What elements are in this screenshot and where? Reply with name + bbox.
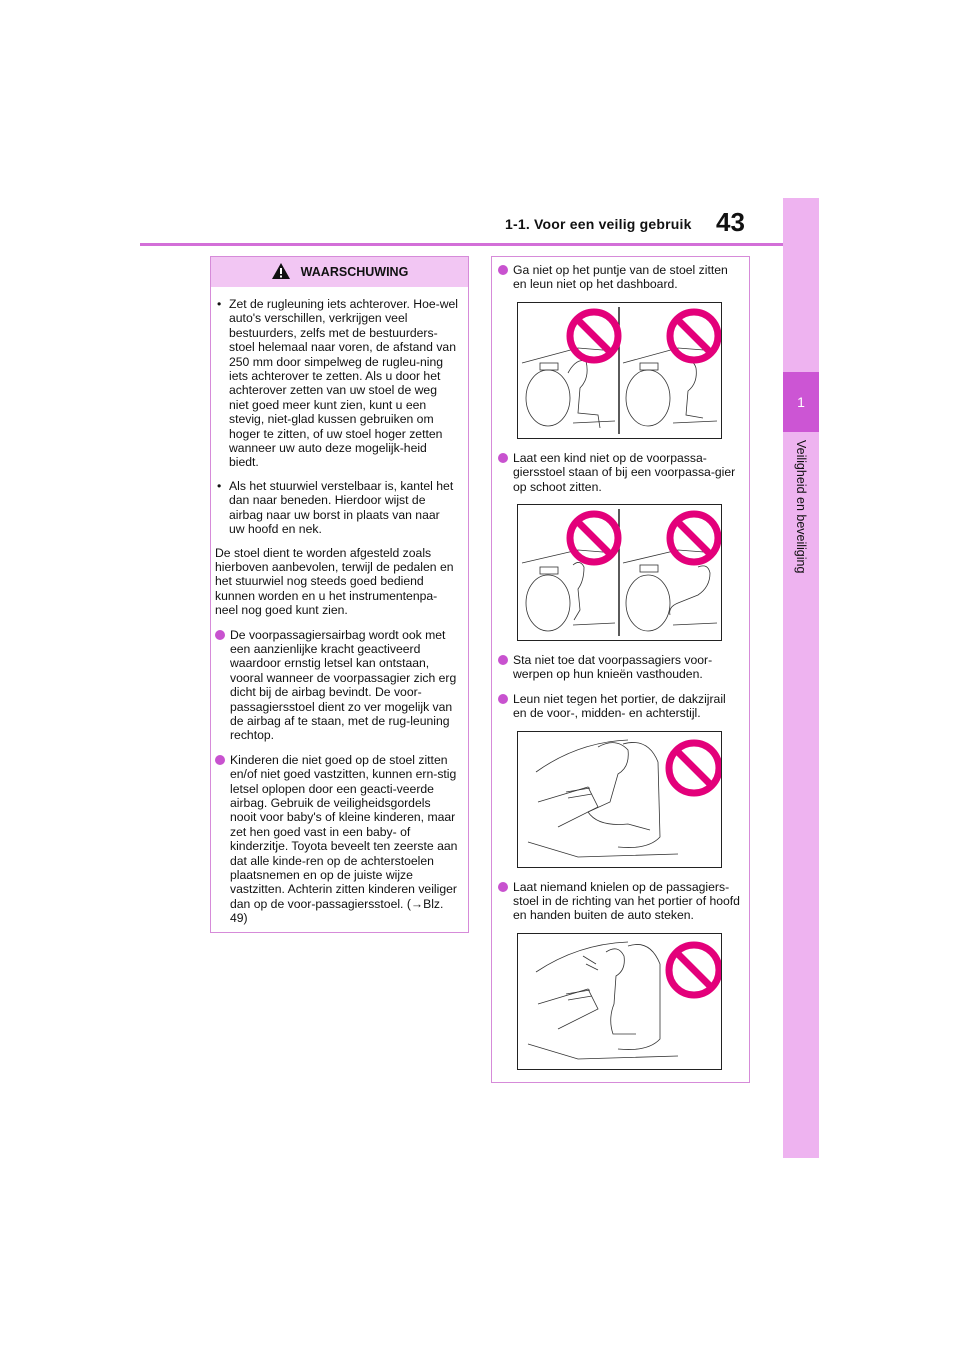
prohibition-icon (669, 945, 719, 995)
illustration-leaning-dashboard (517, 302, 722, 439)
bullet-text: Laat niemand knielen op de passagiers-stoel in de richting van het portier of hoofd en handen buiten de auto steken. (513, 879, 740, 923)
right-bullet (498, 692, 741, 721)
right-body (492, 257, 749, 1070)
dash-item-text: Als het stuurwiel verstelbaar is, kantel het dan naar beneden. Hierdoor wijst de airbag naar uw borst in plaats van naar uw hoofd en nek. (229, 478, 454, 537)
warning-body (211, 287, 468, 926)
warning-box (210, 256, 469, 933)
illustration-leaning-door (517, 731, 722, 868)
bullet-dot-icon (215, 630, 225, 640)
bullet-text: Ga niet op het puntje van de stoel zitten en leun niet op het dashboard. (513, 263, 728, 292)
bullet-dot-icon (498, 453, 508, 463)
illustration-kneeling (517, 933, 722, 1070)
section-title: 1-1. Voor een veilig gebruik (505, 216, 692, 232)
header-rule (140, 243, 783, 246)
bullet-dot-icon (498, 655, 508, 665)
dash-item-text: Zet de rugleuning iets achterover. Hoe-wel auto's verschillen, verkrijgen veel bestuurders, zelfs met de bestuurders-stoel helemaal naar voren, de afstand van 250 mm door simpelweg de rugleu-ning iets achterover te zetten. Als u door het achterover zetten van uw stoel de weg niet goed meer kunt zien, kunt u een stevig, niet-glad kussen gebruiken om hoger te zitten, of uw stoel hoger zetten wanneer uw auto deze mogelijk-heid biedt. (229, 297, 458, 470)
bullet-dot-icon (498, 265, 508, 275)
bullet-dot-icon (498, 694, 508, 704)
warning-bullet (215, 628, 458, 743)
bullet-text: Laat een kind niet op de voorpassa-giersstoel staan of bij een voorpassa-gier op schoot zitten. (513, 450, 736, 494)
warning-header (211, 257, 468, 287)
right-bullet (498, 880, 741, 923)
warning-title: WAARSCHUWING (300, 265, 409, 279)
chapter-tab[interactable] (783, 372, 819, 432)
warning-bullet (215, 753, 458, 926)
dash-item: • Zet de rugleuning iets achterover. Hoe-wel auto's verschillen, verkrijgen veel bestuurders, zelfs met de bestuurders-stoel helemaal naar voren, de afstand van 250 mm door simpelweg de rugleu-ning iets achterover te zetten. Als u door het achterover zetten van uw stoel de weg niet goed meer kunt zien, kunt u een stevig, niet-glad kussen gebruiken om hoger te zitten, of uw stoel hoger zetten wanneer uw auto deze mogelijk-heid biedt. (217, 297, 458, 470)
chapter-number: 1 (797, 394, 805, 410)
warning-triangle-icon (271, 262, 291, 283)
right-bullet (498, 653, 741, 682)
chapter-label: Veiligheid en beveiliging (794, 440, 808, 574)
right-warning-box (491, 256, 750, 1083)
warning-paragraph: De stoel dient te worden afgesteld zoals hierboven aanbevolen, terwijl de pedalen en het stuurwiel nog steeds goed bediend kunnen worden en u het instrumentenpa-neel nog goed kunt zien. (215, 545, 454, 618)
bullet-text: Kinderen die niet goed op de stoel zitten en/of niet goed vastzitten, kunnen ern-stig letsel oplopen door een geacti-veerde airbag. Gebruik de veiligheidsgordels nooit voor baby's of kleine kinderen, maar zet hen goed vast in een baby- of kinderzitje. Toyota beveelt ten zeerste aan dat alle kinde-ren op de achterstoelen plaatsnemen en op de juiste wijze vastzitten. Achterin zitten kinderen veiliger dan op de voor-passagiersstoel. (→Blz. 49) (230, 752, 458, 926)
prohibition-icon (670, 312, 718, 360)
side-band (783, 198, 819, 1158)
right-bullet (498, 451, 741, 494)
bullet-dot-icon (498, 882, 508, 892)
page-number: 43 (716, 207, 745, 237)
bullet-dot-icon (215, 755, 225, 765)
prohibition-icon (670, 514, 718, 562)
prohibition-icon (570, 514, 618, 562)
prohibition-icon (669, 743, 719, 793)
bullet-text: De voorpassagiersairbag wordt ook met een aanzienlijke kracht geactiveerd waardoor ernstig letsel kan ontstaan, vooral wanneer de voorpassagier zich erg dicht bij de airbag bevindt. De voor-passagiersstoel dient zo ver mogelijk van de airbag af te staan, met de rug-leuning rechtop. (230, 627, 457, 743)
dash-item: • Als het stuurwiel verstelbaar is, kantel het dan naar beneden. Hierdoor wijst de airbag naar uw borst in plaats van naar uw hoofd en nek. (215, 479, 458, 537)
prohibition-icon (570, 312, 618, 360)
right-bullet (498, 263, 741, 292)
bullet-text: Sta niet toe dat voorpassagiers voor-werpen op hun knieën vasthouden. (513, 653, 713, 682)
illustration-child-standing (517, 504, 722, 641)
bullet-text: Leun niet tegen het portier, de dakzijrail en de voor-, midden- en achterstijl. (513, 691, 726, 721)
